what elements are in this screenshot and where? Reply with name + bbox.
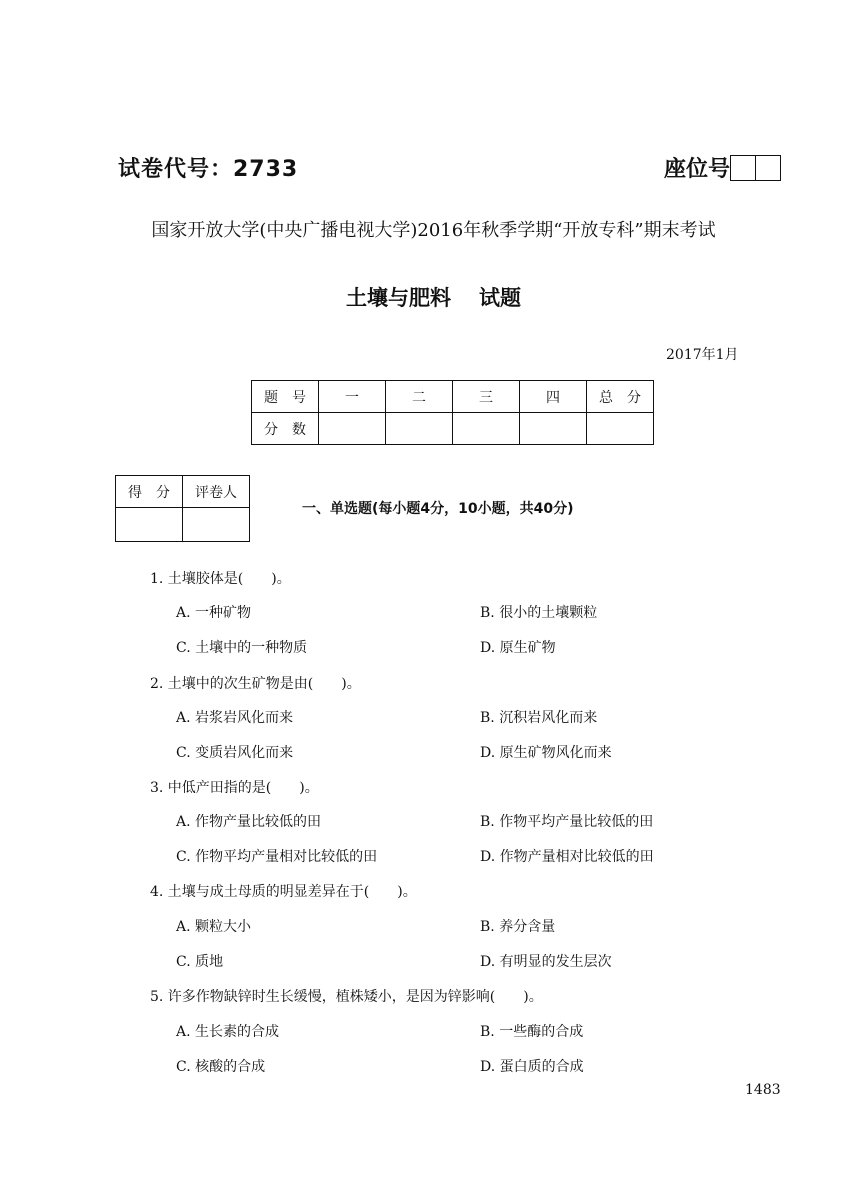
- grader-cell: [183, 508, 250, 542]
- exam-date: 2017年1月: [666, 347, 739, 363]
- option-a: A. 生长素的合成: [176, 1024, 280, 1040]
- score-header-cell: 总 分: [587, 381, 654, 413]
- option-b: B. 养分含量: [480, 919, 556, 935]
- option-c: C. 核酸的合成: [176, 1059, 266, 1075]
- option-a: A. 颗粒大小: [176, 919, 252, 935]
- option-d: D. 有明显的发生层次: [480, 954, 612, 970]
- score-header-cell: 四: [520, 381, 587, 413]
- question-stem: 1. 土壤胶体是( )。: [150, 571, 291, 587]
- score-table: [251, 380, 654, 445]
- table-row: [252, 413, 654, 445]
- option-a: A. 岩浆岩风化而来: [176, 710, 294, 726]
- seat-label: 座位号: [664, 157, 731, 182]
- option-d: D. 原生矿物: [480, 640, 556, 656]
- option-b: B. 一些酶的合成: [480, 1024, 584, 1040]
- option-c: C. 质地: [176, 954, 224, 970]
- option-c: C. 土壤中的一种物质: [176, 640, 308, 656]
- option-c: C. 作物平均产量相对比较低的田: [176, 849, 378, 865]
- paper-code: 试卷代号：2733: [118, 157, 299, 182]
- exam-title: 国家开放大学(中央广播电视大学)2016年秋季学期“开放专科”期末考试: [151, 220, 716, 241]
- table-row: [252, 381, 654, 413]
- option-d: D. 蛋白质的合成: [480, 1059, 584, 1075]
- subject-title: [0, 282, 867, 312]
- option-a: A. 一种矿物: [176, 605, 252, 621]
- score-cell: [319, 413, 386, 445]
- table-row: [116, 476, 250, 508]
- seat-number: [664, 152, 781, 183]
- page-number: 1483: [745, 1082, 781, 1098]
- score-header-cell: 二: [386, 381, 453, 413]
- score-header-cell: 一: [319, 381, 386, 413]
- option-a: A. 作物产量比较低的田: [176, 814, 322, 830]
- option-b: B. 作物平均产量比较低的田: [480, 814, 654, 830]
- score-row-label: 分 数: [252, 413, 319, 445]
- subject-suffix: 试题: [479, 286, 521, 310]
- option-b: B. 很小的土壤颗粒: [480, 605, 598, 621]
- question-stem: 4. 土壤与成土母质的明显差异在于( )。: [150, 884, 417, 900]
- section-title: 一、单选题(每小题4分，10小题，共40分): [302, 501, 574, 517]
- table-row: [116, 508, 250, 542]
- question-stem: 5. 许多作物缺锌时生长缓慢，植株矮小，是因为锌影响( )。: [150, 989, 543, 1005]
- score-header-cell: 题 号: [252, 381, 319, 413]
- score-cell: [116, 508, 183, 542]
- option-c: C. 变质岩风化而来: [176, 745, 294, 761]
- score-cell: [587, 413, 654, 445]
- score-header-cell: 三: [453, 381, 520, 413]
- score-cell: [520, 413, 587, 445]
- seat-box: [756, 155, 781, 181]
- grader-label: 评卷人: [183, 476, 250, 508]
- grader-table: [115, 475, 250, 542]
- question-stem: 2. 土壤中的次生矿物是由( )。: [150, 676, 361, 692]
- option-d: D. 作物产量相对比较低的田: [480, 849, 654, 865]
- subject-name: 土壤与肥料: [346, 286, 451, 310]
- seat-box: [730, 155, 756, 181]
- option-d: D. 原生矿物风化而来: [480, 745, 612, 761]
- score-cell: [386, 413, 453, 445]
- question-stem: 3. 中低产田指的是( )。: [150, 780, 319, 796]
- score-label: 得 分: [116, 476, 183, 508]
- score-cell: [453, 413, 520, 445]
- option-b: B. 沉积岩风化而来: [480, 710, 598, 726]
